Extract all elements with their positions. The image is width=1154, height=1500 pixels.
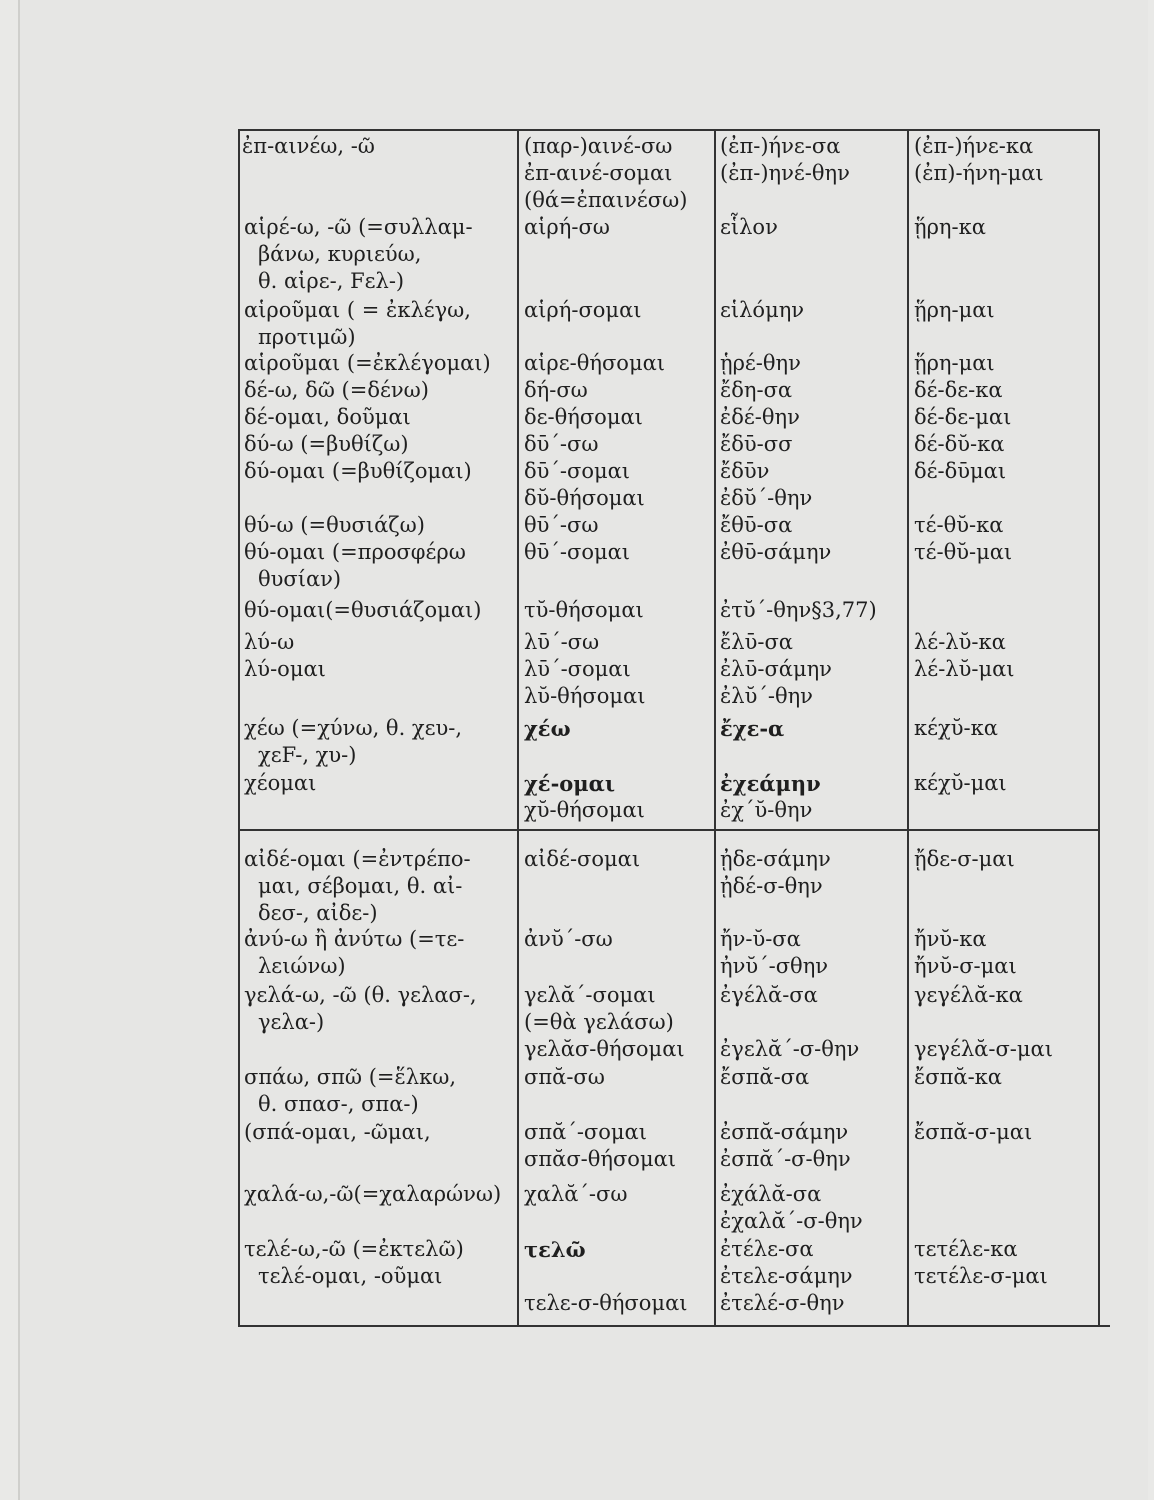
table-cell: ἐλῠ΄-θην bbox=[720, 684, 813, 708]
table-cell: ἔδη-σα bbox=[720, 378, 793, 402]
column-rule-2 bbox=[714, 129, 716, 1327]
table-cell: (ἐπ)-ήνη-μαι bbox=[914, 161, 1044, 185]
table-cell: ἐχ΄ῠ-θην bbox=[720, 798, 813, 822]
table-cell: τέ-θῠ-κα bbox=[914, 513, 1004, 537]
table-cell: ἐτῠ΄-θην§3,77) bbox=[720, 598, 877, 622]
table-cell: δῡ΄-σομαι bbox=[524, 459, 631, 483]
table-right-rule bbox=[1098, 129, 1100, 1327]
table-cell: σπᾰ΄-σομαι bbox=[524, 1120, 647, 1144]
table-cell: ἤν-ῠ-σα bbox=[720, 927, 801, 951]
table-cell: ἔδῡν bbox=[720, 459, 770, 483]
table-top-rule bbox=[238, 129, 1100, 131]
table-cell: ἐχαλᾰ΄-σ-θην bbox=[720, 1209, 863, 1233]
table-cell: γεγέλᾰ-κα bbox=[914, 983, 1023, 1007]
table-cell: τετέλε-κα bbox=[914, 1237, 1018, 1261]
table-cell: αἱρε-θήσομαι bbox=[524, 351, 666, 375]
table-cell: βάνω, κυριεύω, bbox=[258, 242, 422, 266]
table-cell: εἱλόμην bbox=[720, 298, 805, 322]
table-cell: ἐδέ-θην bbox=[720, 405, 800, 429]
table-cell: ἔσπᾰ-σ-μαι bbox=[914, 1120, 1033, 1144]
table-cell: ἐτελέ-σ-θην bbox=[720, 1291, 845, 1315]
table-cell: (ἐπ-)ήνε-σα bbox=[720, 134, 841, 158]
table-cell: δέ-δῡμαι bbox=[914, 459, 1007, 483]
table-cell: λέ-λῠ-κα bbox=[914, 630, 1006, 654]
table-cell: χέω bbox=[524, 716, 571, 741]
table-cell: ἐγέλᾰ-σα bbox=[720, 983, 818, 1007]
table-cell: λύ-ομαι bbox=[244, 657, 326, 681]
table-cell: σπᾰσ-θήσομαι bbox=[524, 1147, 677, 1171]
table-cell: χέω (=χύνω, θ. χευ-, bbox=[244, 716, 463, 740]
table-cell: ἔλῡ-σα bbox=[720, 630, 793, 654]
table-cell: γελᾰσ-θήσομαι bbox=[524, 1037, 685, 1061]
table-cell: ἐθῡ-σάμην bbox=[720, 540, 832, 564]
table-cell: τέ-θῠ-μαι bbox=[914, 540, 1013, 564]
table-cell: θῡ΄-σομαι bbox=[524, 540, 631, 564]
table-cell: (θά=ἐπαινέσω) bbox=[524, 188, 688, 212]
column-rule-3 bbox=[907, 129, 909, 1327]
table-cell: δε-θήσομαι bbox=[524, 405, 643, 429]
table-cell: δέ-ομαι, δοῦμαι bbox=[244, 405, 411, 429]
table-cell: κέχῠ-μαι bbox=[914, 771, 1007, 795]
table-mid-rule bbox=[238, 829, 1100, 831]
table-cell: δέ-δε-μαι bbox=[914, 405, 1012, 429]
table-cell: ἐπ-αινέω, -ῶ bbox=[242, 134, 375, 158]
table-cell: γελά-ω, -ῶ (θ. γελασ-, bbox=[244, 983, 477, 1007]
table-cell: χεF-, χυ-) bbox=[258, 743, 357, 767]
table-cell: τελῶ bbox=[524, 1237, 586, 1262]
table-cell: χαλᾰ΄-σω bbox=[524, 1182, 628, 1206]
table-cell: ἀνῠ΄-σω bbox=[524, 927, 613, 951]
column-rule-1 bbox=[517, 129, 519, 1327]
table-cell: ἐχεάμην bbox=[720, 771, 821, 796]
table-cell: θυσίαν) bbox=[258, 567, 342, 591]
table-bottom-rule bbox=[238, 1325, 1110, 1327]
table-cell: αἱρέ-ω, -ῶ (=συλλαμ- bbox=[244, 215, 473, 239]
table-cell: λῠ-θήσομαι bbox=[524, 684, 646, 708]
table-cell: ἀνύ-ω ἢ ἀνύτω (=τε- bbox=[244, 927, 465, 951]
table-cell: ἐτελε-σάμην bbox=[720, 1264, 853, 1288]
table-cell: τῠ-θήσομαι bbox=[524, 598, 644, 622]
table-cell: ἐπ-αινέ-σομαι bbox=[524, 161, 673, 185]
table-cell: αἱροῦμαι ( = ἐκλέγω, bbox=[244, 298, 471, 322]
table-cell: ᾕρη-μαι bbox=[914, 351, 995, 375]
table-cell: ᾐδέ-σ-θην bbox=[720, 874, 823, 898]
table-cell: μαι, σέβομαι, θ. αἰ- bbox=[258, 874, 463, 898]
table-left-rule bbox=[238, 129, 240, 1327]
table-cell: τετέλε-σ-μαι bbox=[914, 1264, 1048, 1288]
table-cell: θῡ΄-σω bbox=[524, 513, 599, 537]
table-cell: λῡ΄-σομαι bbox=[524, 657, 631, 681]
table-cell: ἔδῡ-σσ bbox=[720, 432, 793, 456]
table-cell: δή-σω bbox=[524, 378, 588, 402]
table-cell: γελᾰ΄-σομαι bbox=[524, 983, 656, 1007]
table-cell: ᾔδε-σ-μαι bbox=[914, 847, 1015, 871]
table-cell: γελα-) bbox=[258, 1010, 325, 1034]
table-cell: τελε-σ-θήσομαι bbox=[524, 1291, 688, 1315]
table-cell: αἰδέ-σομαι bbox=[524, 847, 641, 871]
table-cell: ἐσπᾰ΄-σ-θην bbox=[720, 1147, 851, 1171]
table-cell: αἱρή-σω bbox=[524, 215, 610, 239]
table-cell: θύ-ομαι (=προσφέρω bbox=[244, 540, 466, 564]
table-cell: δῡ΄-σω bbox=[524, 432, 599, 456]
table-cell: ἤνῠ-σ-μαι bbox=[914, 954, 1017, 978]
table-cell: ᾑρέ-θην bbox=[720, 351, 801, 375]
table-cell: (παρ-)αινέ-σω bbox=[524, 134, 673, 158]
table-cell: χέ-ομαι bbox=[524, 771, 615, 796]
table-cell: δέ-δῠ-κα bbox=[914, 432, 1005, 456]
table-cell: δέ-δε-κα bbox=[914, 378, 1003, 402]
table-cell: ᾐδε-σάμην bbox=[720, 847, 831, 871]
table-cell: αἱρή-σομαι bbox=[524, 298, 642, 322]
table-cell: ἤνῠ-κα bbox=[914, 927, 987, 951]
table-cell: λύ-ω bbox=[244, 630, 295, 654]
table-cell: ᾕρη-μαι bbox=[914, 298, 995, 322]
table-cell: δέ-ω, δῶ (=δένω) bbox=[244, 378, 429, 402]
table-cell: δύ-ω (=βυθίζω) bbox=[244, 432, 409, 456]
table-cell: ἠνῠ΄-σθην bbox=[720, 954, 829, 978]
table-cell: (ἐπ-)ηνέ-θην bbox=[720, 161, 850, 185]
table-cell: ἐγελᾰ΄-σ-θην bbox=[720, 1037, 860, 1061]
table-cell: εἷλον bbox=[720, 215, 778, 239]
table-cell: θ. σπασ-, σπα-) bbox=[258, 1092, 419, 1116]
table-cell: ἐλῡ-σάμην bbox=[720, 657, 832, 681]
table-cell: δεσ-, αἰδε-) bbox=[258, 901, 378, 925]
table-cell: τελέ-ομαι, -οῦμαι bbox=[258, 1264, 443, 1288]
table-cell: προτιμῶ) bbox=[258, 325, 356, 349]
table-cell: θ. αἱρε-, Fελ-) bbox=[258, 269, 405, 293]
table-cell: ἔσπᾰ-κα bbox=[914, 1065, 1002, 1089]
table-cell: ἔσπᾰ-σα bbox=[720, 1065, 810, 1089]
table-cell: σπᾰ-σω bbox=[524, 1065, 605, 1089]
table-cell: σπάω, σπῶ (=ἕλκω, bbox=[244, 1065, 457, 1089]
table-cell: δῠ-θήσομαι bbox=[524, 486, 645, 510]
table-cell: γεγέλᾰ-σ-μαι bbox=[914, 1037, 1053, 1061]
table-cell: κέχῠ-κα bbox=[914, 716, 998, 740]
table-cell: τελέ-ω,-ῶ (=ἐκτελῶ) bbox=[244, 1237, 464, 1261]
table-cell: αἱροῦμαι (=ἐκλέγομαι) bbox=[244, 351, 491, 375]
table-cell: αἰδέ-ομαι (=ἐντρέπο- bbox=[244, 847, 471, 871]
table-cell: ἐσπᾰ-σάμην bbox=[720, 1120, 849, 1144]
table-cell: λῡ΄-σω bbox=[524, 630, 600, 654]
table-cell: χῠ-θήσομαι bbox=[524, 798, 645, 822]
table-cell: ᾕρη-κα bbox=[914, 215, 986, 239]
table-cell: θύ-ομαι(=θυσιάζομαι) bbox=[244, 598, 482, 622]
table-cell: λέ-λῠ-μαι bbox=[914, 657, 1015, 681]
table-cell: (σπά-ομαι, -ῶμαι, bbox=[244, 1120, 431, 1144]
table-cell: χαλά-ω,-ῶ(=χαλαρώνω) bbox=[244, 1182, 502, 1206]
table-cell: χέομαι bbox=[244, 771, 317, 795]
table-cell: ἐχάλᾰ-σα bbox=[720, 1182, 822, 1206]
table-cell: (ἐπ-)ήνε-κα bbox=[914, 134, 1034, 158]
table-cell: ἐδῠ΄-θην bbox=[720, 486, 813, 510]
table-cell: ἔχε-α bbox=[720, 716, 785, 741]
table-cell: (=θὰ γελάσω) bbox=[524, 1010, 674, 1034]
table-cell: θύ-ω (=θυσιάζω) bbox=[244, 513, 425, 537]
table-cell: δύ-ομαι (=βυθίζομαι) bbox=[244, 459, 472, 483]
table-cell: ἐτέλε-σα bbox=[720, 1237, 814, 1261]
table-cell: λειώνω) bbox=[258, 954, 346, 978]
table-cell: ἔθῡ-σα bbox=[720, 513, 793, 537]
